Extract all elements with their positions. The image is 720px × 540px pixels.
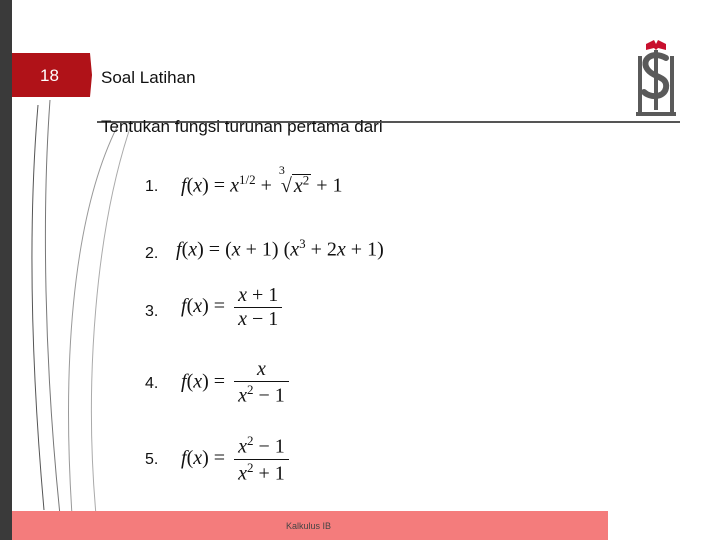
list-item-number: 3. <box>145 303 159 320</box>
slide-number: 18 <box>40 66 59 85</box>
list-item-number: 2. <box>145 245 159 262</box>
list-item-number: 5. <box>145 451 159 468</box>
list-item-number: 4. <box>145 375 159 392</box>
formula-1: $f(x) = x^{1/2}$ + 3 √ $x^2 + 1$ <box>181 163 343 197</box>
slide-title: Soal Latihan <box>101 68 196 87</box>
formula-5: f(x) = $\frac{x^2 - 1}{x^2 + 1}$ <box>181 433 289 485</box>
formula-2: f(x) = (x + 1) $(x^3 + 2x + 1)$ <box>176 236 384 261</box>
slide-intro-text: Tentukan fungsi turunan pertama dari <box>101 117 383 136</box>
formula-4: f(x) = $\frac{x}{x^2 - 1}$ <box>181 358 289 408</box>
footer-text: Kalkulus IB <box>286 521 332 531</box>
list-item-number: 1. <box>145 178 159 195</box>
university-logo-icon <box>632 36 680 120</box>
left-sidebar-bar <box>0 0 12 540</box>
formula-3: f(x) = $\frac{x + 1}{x - 1}$ <box>181 284 282 331</box>
